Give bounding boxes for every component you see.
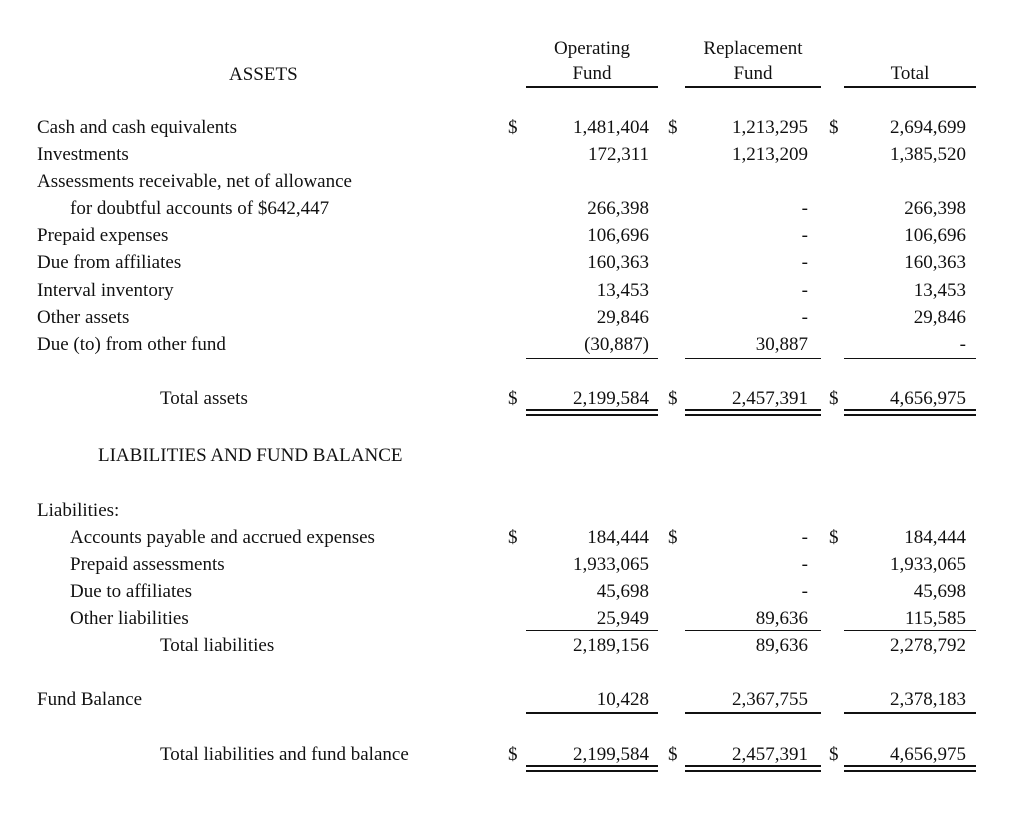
liabilities-section-title: LIABILITIES AND FUND BALANCE (98, 445, 403, 466)
row-label-receivable: Assessments receivable, net of allowance (37, 171, 352, 192)
fund-balance-label: Fund Balance (37, 689, 143, 710)
due-fund-replacement: 30,887 (755, 334, 808, 355)
row-label-investments: Investments (37, 144, 129, 165)
total-liabilities-label: Total liabilities (160, 635, 275, 656)
fund-balance-rule (844, 712, 976, 714)
row-label-accounts-payable: Accounts payable and accrued expenses (70, 527, 375, 548)
replacement-fund-header (685, 36, 821, 86)
row-label-due-fund: Due (to) from other fund (37, 334, 226, 355)
dollar-sign: $ (508, 117, 518, 138)
dollar-sign: $ (829, 388, 839, 409)
investments-operating: 172,311 (587, 144, 649, 165)
row-label-interval: Interval inventory (37, 280, 174, 301)
dollar-sign: $ (508, 527, 518, 548)
interval-replacement: - (801, 280, 808, 301)
operating-fund-header (526, 36, 658, 86)
grand-total-label: Total liabilities and fund balance (160, 744, 409, 765)
header-underline-replacement (685, 86, 821, 88)
operating-header-line1: Operating (554, 38, 630, 59)
double-underline (526, 765, 658, 772)
other-assets-replacement: - (801, 307, 808, 328)
fund-balance-total: 2,378,183 (890, 689, 966, 710)
replacement-header-line1: Replacement (703, 38, 803, 59)
cash-total: 2,694,699 (890, 117, 966, 138)
dollar-sign: $ (508, 744, 518, 765)
fund-balance-operating: 10,428 (596, 689, 649, 710)
subtotal-rule (844, 358, 976, 359)
total-assets-replacement: 2,457,391 (732, 388, 808, 409)
due-affiliates-total: 160,363 (904, 252, 966, 273)
receivable-total: 266,398 (904, 198, 966, 219)
other-liabilities-operating: 25,949 (596, 608, 649, 629)
due-to-affiliates-operating: 45,698 (596, 581, 649, 602)
other-liabilities-total: 115,585 (904, 608, 966, 629)
investments-total: 1,385,520 (890, 144, 966, 165)
dollar-sign: $ (668, 527, 678, 548)
replacement-header-line2: Fund (733, 63, 773, 84)
double-underline (685, 765, 821, 772)
dollar-sign: $ (668, 744, 678, 765)
liabilities-heading: Liabilities: (37, 500, 120, 521)
total-header: Total (890, 63, 930, 84)
prepaid-operating: 106,696 (587, 225, 649, 246)
double-underline (844, 409, 976, 416)
dollar-sign: $ (508, 388, 518, 409)
total-assets-total: 4,656,975 (890, 388, 966, 409)
total-assets-operating: 2,199,584 (573, 388, 649, 409)
row-label-prepaid: Prepaid expenses (37, 225, 169, 246)
row-label-due-affiliates: Due from affiliates (37, 252, 182, 273)
double-underline (526, 409, 658, 416)
dollar-sign: $ (668, 388, 678, 409)
due-affiliates-replacement: - (801, 252, 808, 273)
other-assets-operating: 29,846 (596, 307, 649, 328)
grand-total-replacement: 2,457,391 (732, 744, 808, 765)
grand-total-operating: 2,199,584 (573, 744, 649, 765)
total-liabilities-total: 2,278,792 (890, 635, 966, 656)
row-label-cash: Cash and cash equivalents (37, 117, 237, 138)
subtotal-rule (526, 630, 658, 631)
prepaid-assessments-total: 1,933,065 (890, 554, 966, 575)
assets-heading: ASSETS (229, 64, 298, 85)
receivable-replacement: - (801, 198, 808, 219)
subtotal-rule (685, 630, 821, 631)
dollar-sign: $ (668, 117, 678, 138)
receivable-operating: 266,398 (587, 198, 649, 219)
ap-replacement: - (801, 527, 808, 548)
prepaid-total: 106,696 (904, 225, 966, 246)
interval-operating: 13,453 (596, 280, 649, 301)
investments-replacement: 1,213,209 (732, 144, 808, 165)
prepaid-assessments-replacement: - (801, 554, 808, 575)
other-liabilities-replacement: 89,636 (755, 608, 808, 629)
grand-total-total: 4,656,975 (890, 744, 966, 765)
double-underline (844, 765, 976, 772)
row-label-other-liabilities: Other liabilities (70, 608, 189, 629)
fund-balance-replacement: 2,367,755 (732, 689, 808, 710)
cash-replacement: 1,213,295 (732, 117, 808, 138)
total-liabilities-operating: 2,189,156 (573, 635, 649, 656)
subtotal-rule (685, 358, 821, 359)
fund-balance-rule (685, 712, 821, 714)
subtotal-rule (844, 630, 976, 631)
row-label-prepaid-assessments: Prepaid assessments (70, 554, 225, 575)
due-affiliates-operating: 160,363 (587, 252, 649, 273)
ap-total: 184,444 (904, 527, 966, 548)
other-assets-total: 29,846 (913, 307, 966, 328)
due-to-affiliates-total: 45,698 (913, 581, 966, 602)
prepaid-replacement: - (801, 225, 808, 246)
subtotal-rule (526, 358, 658, 359)
total-liabilities-replacement: 89,636 (755, 635, 808, 656)
dollar-sign: $ (829, 744, 839, 765)
total-assets-label: Total assets (160, 388, 248, 409)
prepaid-assessments-operating: 1,933,065 (573, 554, 649, 575)
due-to-affiliates-replacement: - (801, 581, 808, 602)
due-fund-operating: (30,887) (584, 334, 649, 355)
cash-operating: 1,481,404 (573, 117, 649, 138)
header-underline-operating (526, 86, 658, 88)
interval-total: 13,453 (913, 280, 966, 301)
row-label-receivable-cont: for doubtful accounts of $642,447 (70, 198, 330, 219)
row-label-other-assets: Other assets (37, 307, 130, 328)
due-fund-total: - (959, 334, 966, 355)
double-underline (685, 409, 821, 416)
dollar-sign: $ (829, 117, 839, 138)
row-label-due-to-affiliates: Due to affiliates (70, 581, 193, 602)
ap-operating: 184,444 (587, 527, 649, 548)
dollar-sign: $ (829, 527, 839, 548)
operating-header-line2: Fund (572, 63, 612, 84)
header-underline-total (844, 86, 976, 88)
fund-balance-rule (526, 712, 658, 714)
